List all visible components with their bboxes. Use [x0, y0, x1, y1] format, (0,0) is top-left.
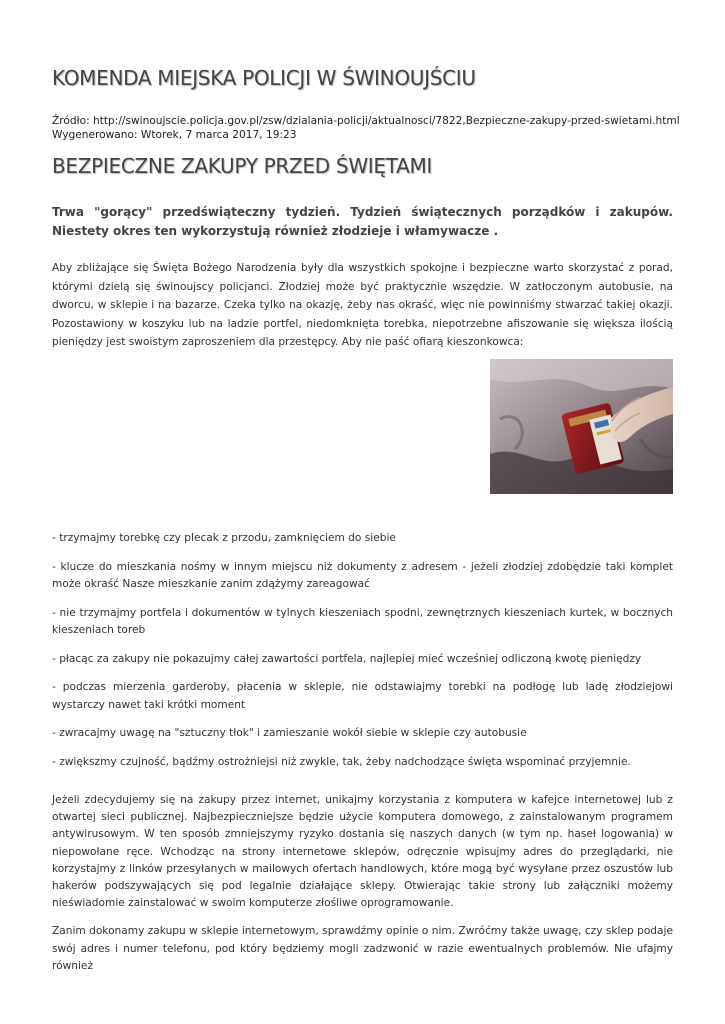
- article-title: BEZPIECZNE ZAKUPY PRZED ŚWIĘTAMI: [52, 154, 433, 178]
- list-item: - płacąc za zakupy nie pokazujmy całej zawartości portfela, najlepiej mieć wcześniej odliczoną kwotę pieniędzy: [52, 652, 642, 665]
- list-item: - zwiększmy czujność, bądźmy ostrożniejsi niż zwykle, tak, żeby nadchodzące święta wspominać przyjemnie.: [52, 755, 631, 768]
- list-item: - klucze do mieszkania nośmy w innym miejscu niż dokumenty z adresem - jeżeli złodziej zdobędzie taki komplet może okraść Nasze mieszkanie zanim zdążymy zareagować: [52, 560, 673, 590]
- body-paragraph: Jeżeli zdecydujemy się na zakupy przez internet, unikajmy korzystania z komputera w kafejce internetowej lub z otwartej sieci publicznej. Najbezpieczniejsze będzie użycie komputera domowego, z zainstalowanym programem antywirusowym. W ten sposób zmniejszymy ryzyko dostania się naszych danych (w tym np. haseł logowania) w niepowołane ręce. Wchodząc na strony internetowe sklepów, odręcznie wpisujmy adres do przeglądarki, nie korzystajmy z linków przesyłanych w mailowych ofertach handlowych, które mogą być wysyłane przez oszustów lub hakerów podszywających się pod legalnie działające sklepy. Otwierając takie strony lub załączniki możemy nieświadomie zainstalować w swoim komputerze złośliwe oprogramowanie.: [52, 794, 673, 910]
- pickpocket-tips-list: [52, 530, 673, 782]
- pickpocket-photo: [490, 359, 673, 494]
- article-lead: Trwa "gorący" przedświąteczny tydzień. Tydzień świątecznych porządków i zakupów. Niestety okres ten wykorzystują również złodzieje i włamywacze .: [52, 205, 673, 238]
- generated-line: Wygenerowano: Wtorek, 7 marca 2017, 19:23: [52, 129, 297, 141]
- pickpocket-photo-icon: [490, 359, 673, 494]
- body-paragraph: Zanim dokonamy zakupu w sklepie internetowym, sprawdźmy opinie o nim. Zwróćmy także uwagę, czy sklep podaje swój adres i numer telefonu, pod który będziemy mogli zadzwonić w razie ewentualnych problemów. Nie ufajmy również: [52, 925, 673, 972]
- list-item: - zwracajmy uwagę na "sztuczny tłok" i zamieszanie wokół siebie w sklepie czy autobusie: [52, 727, 527, 739]
- list-item: - trzymajmy torebkę czy plecak z przodu, zamknięciem do siebie: [52, 532, 396, 544]
- source-line: Źródło: http://swinoujscie.policja.gov.pl/zsw/dzialania-policji/aktualnosci/7822,Bezpieczne-zakupy-przed-swietami.html: [52, 115, 680, 127]
- source-metadata: [52, 114, 680, 142]
- organization-title: KOMENDA MIEJSKA POLICJI W ŚWINOUJŚCIU: [52, 66, 476, 90]
- article-body: [52, 792, 673, 986]
- list-item: - podczas mierzenia garderoby, płacenia w sklepie, nie odstawiajmy torebki na podłogę lub ladę złodziejowi wystarczy nawet taki krótki moment: [52, 681, 673, 711]
- list-item: - nie trzymajmy portfela i dokumentów w tylnych kieszeniach spodni, zewnętrznych kieszeniach kurtek, w bocznych kieszeniach toreb: [52, 606, 673, 636]
- article-intro: Aby zbliżające się Święta Bożego Narodzenia były dla wszystkich spokojne i bezpieczne warto skorzystać z porad, którymi dzielą się świnoujscy policjanci. Złodziej może być praktycznie wszędzie. W zatłoczonym autobusie, na dworcu, w sklepie i na bazarze. Czeka tylko na okazję, żeby nas okraść, więc nie powinniśmy stwarzać takiej okazji. Pozostawiony w koszyku lub na ladzie portfel, niedomknięta torebka, niepotrzebne afiszowanie się większa ilością pieniędzy jest swoistym zaproszeniem dla przestępcy. Aby nie paść ofiarą kieszonkowca:: [52, 262, 673, 348]
